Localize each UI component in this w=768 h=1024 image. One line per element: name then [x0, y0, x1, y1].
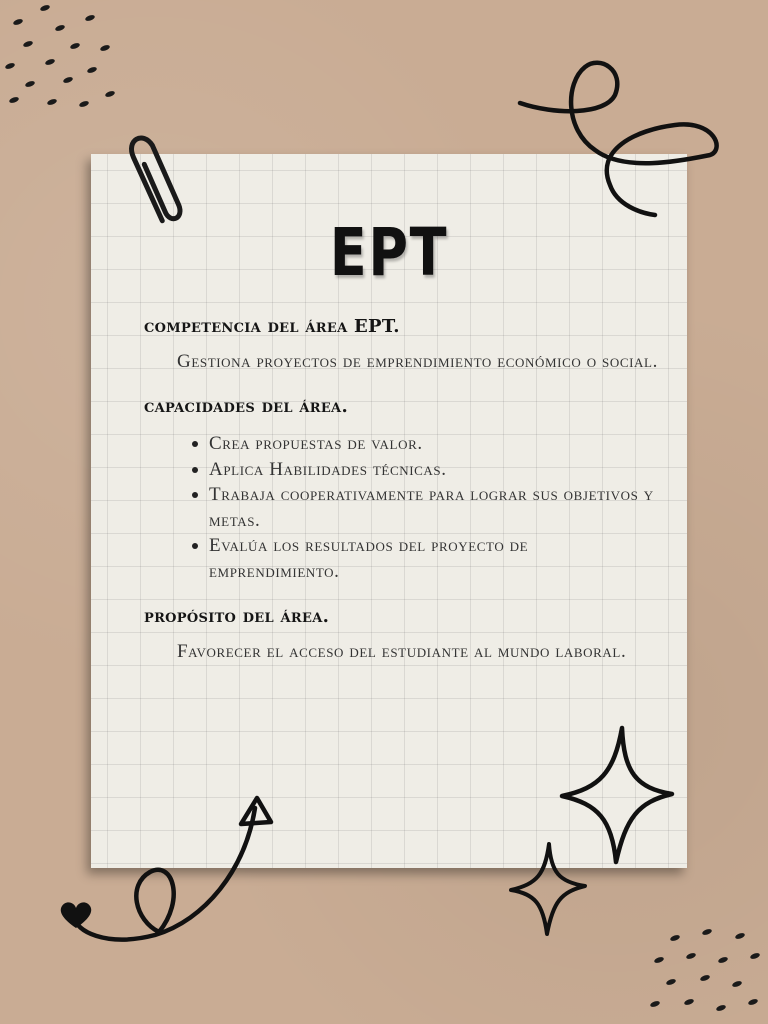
- section-capacidades: [144, 396, 664, 584]
- section-paragraph: Favorecer el acceso del estudiante al mundo laboral.: [177, 641, 627, 662]
- list-item: Evalúa los resultados del proyecto de emprendimiento.: [189, 533, 664, 584]
- curly-loop-icon: [515, 55, 725, 225]
- section-competencia: [144, 316, 664, 374]
- dots-pattern-icon: [645, 920, 768, 1024]
- content-area: [144, 316, 664, 686]
- dots-pattern-icon: [0, 0, 130, 120]
- heart-icon: [56, 898, 96, 932]
- sparkle-star-icon: [505, 840, 591, 940]
- capacidades-list: [189, 431, 664, 584]
- list-item: Aplica Habilidades técnicas.: [189, 457, 664, 483]
- list-item: Trabaja cooperativamente para lograr sus objetivos y metas.: [189, 482, 664, 533]
- section-paragraph: Gestiona proyectos de emprendimiento económico o social.: [177, 351, 658, 372]
- section-heading: propósito del área.: [144, 606, 330, 627]
- paperclip-icon: [118, 125, 198, 235]
- list-item: Crea propuestas de valor.: [189, 431, 664, 457]
- section-heading: capacidades del área.: [144, 396, 349, 417]
- section-heading: competencia del área EPT.: [144, 316, 400, 337]
- page-title: EPT: [329, 214, 449, 291]
- section-proposito: [144, 606, 664, 664]
